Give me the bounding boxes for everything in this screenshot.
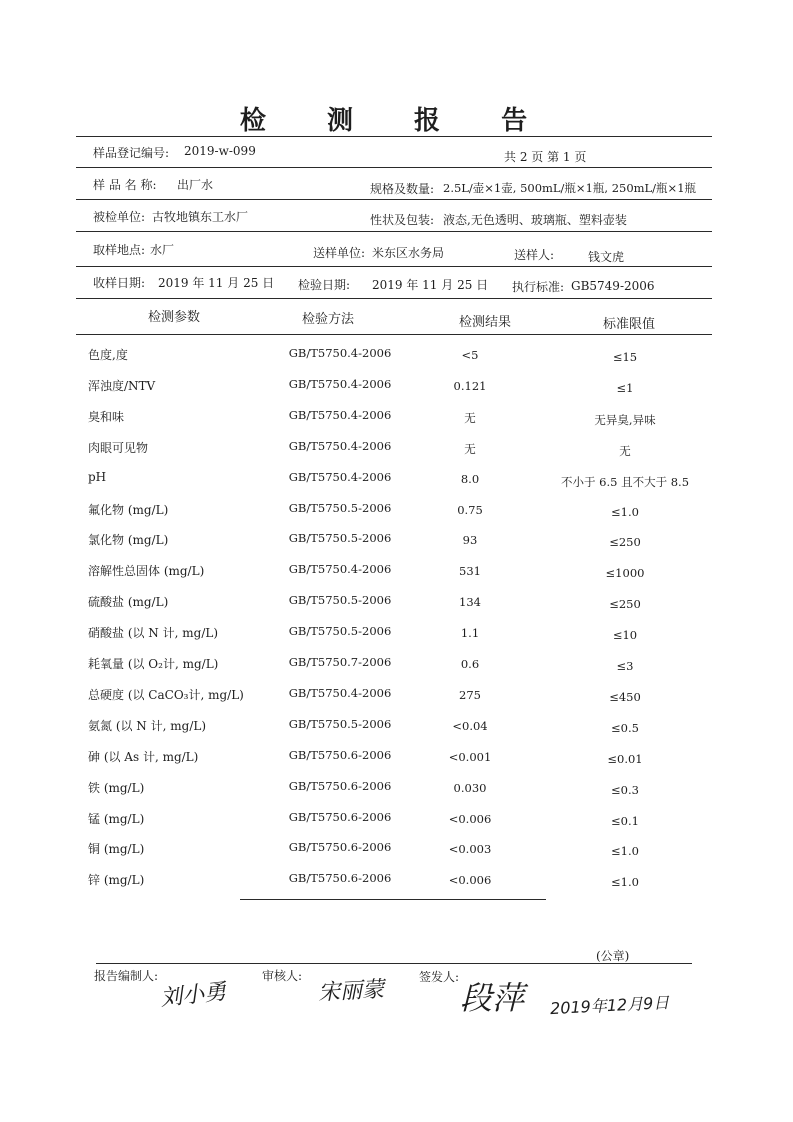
test-result: <0.04 xyxy=(452,718,488,733)
parameter-name: 溶解性总固体 (mg/L) xyxy=(88,564,205,579)
test-result: 0.75 xyxy=(457,502,483,517)
spec-label: 规格及数量: xyxy=(370,182,435,196)
sender-label: 送样人: xyxy=(514,248,555,262)
standard-limit: ≤250 xyxy=(609,535,641,550)
standard-limit: ≤0.01 xyxy=(607,751,643,766)
recv-date-label: 收样日期: xyxy=(93,276,146,290)
parameter-name: 氨氮 (以 N 计, mg/L) xyxy=(88,718,207,733)
test-method: GB/T5750.4-2006 xyxy=(288,407,392,422)
standard-limit: ≤450 xyxy=(609,689,641,704)
standard-limit: ≤1.0 xyxy=(611,875,639,890)
test-result: 0.121 xyxy=(453,378,487,393)
test-result: 无 xyxy=(464,410,476,425)
test-method: GB/T5750.5-2006 xyxy=(288,624,392,639)
page-count: 共 2 页 第 1 页 xyxy=(504,150,587,164)
parameter-name: 浑浊度/NTV xyxy=(88,378,156,393)
nature-value: 液态,无色透明、玻璃瓶、塑料壶装 xyxy=(443,213,627,227)
test-method: GB/T5750.6-2006 xyxy=(288,871,392,886)
test-method: GB/T5750.4-2006 xyxy=(288,376,392,391)
standard-limit: ≤0.5 xyxy=(611,720,639,735)
test-method: GB/T5750.6-2006 xyxy=(288,778,392,793)
test-result: 8.0 xyxy=(460,471,480,486)
issuer-signature: 段萍 xyxy=(460,979,525,1017)
author-label: 报告编制人: xyxy=(94,969,159,983)
standard-limit: ≤0.1 xyxy=(611,813,639,828)
standard-limit: ≤1.0 xyxy=(611,504,639,519)
unit-label: 被检单位: xyxy=(93,210,146,224)
location-value: 水厂 xyxy=(150,243,175,257)
parameter-name: 臭和味 xyxy=(88,409,125,424)
sample-name-label: 样 品 名 称: xyxy=(93,178,157,192)
sample-no: 2019-w-099 xyxy=(184,144,256,158)
location-label: 取样地点: xyxy=(93,243,146,257)
test-result: 1.1 xyxy=(460,626,480,641)
test-method: GB/T5750.5-2006 xyxy=(288,500,392,515)
test-result: <5 xyxy=(461,348,479,362)
test-method: GB/T5750.6-2006 xyxy=(288,840,392,855)
spec-value: 2.5L/壶×1壶, 500mL/瓶×1瓶, 250mL/瓶×1瓶 xyxy=(443,181,697,195)
sender-unit-value: 米东区水务局 xyxy=(372,246,445,260)
standard-limit: 无异臭,异味 xyxy=(594,412,656,427)
header-parameter: 检测参数 xyxy=(147,310,200,325)
standard-limit: 不小于 6.5 且不大于 8.5 xyxy=(560,474,690,489)
sender-unit-label: 送样单位: xyxy=(313,246,366,260)
standard-label: 执行标准: xyxy=(512,280,565,294)
test-result: 0.6 xyxy=(460,657,480,671)
divider xyxy=(76,199,712,200)
test-method: GB/T5750.4-2006 xyxy=(288,438,392,453)
header-limit: 标准限值 xyxy=(602,317,655,332)
parameter-name: 铜 (mg/L) xyxy=(88,842,145,857)
standard-limit: ≤3 xyxy=(616,659,634,673)
divider xyxy=(76,231,712,232)
unit-value: 古牧地镇东工水厂 xyxy=(152,210,249,224)
sample-no-label: 样品登记编号: xyxy=(93,146,170,160)
header-result: 检测结果 xyxy=(458,315,511,330)
test-method: GB/T5750.4-2006 xyxy=(288,685,392,700)
parameter-name: 硝酸盐 (以 N 计, mg/L) xyxy=(88,626,219,641)
parameter-name: 总硬度 (以 CaCO₃计, mg/L) xyxy=(88,687,244,702)
divider xyxy=(76,167,712,168)
recv-date-value: 2019 年 11 月 25 日 xyxy=(158,276,275,290)
parameter-name: 锌 (mg/L) xyxy=(88,873,145,888)
divider xyxy=(76,334,712,335)
seal-label: (公章) xyxy=(596,949,630,963)
test-method: GB/T5750.5-2006 xyxy=(288,716,392,731)
test-result: 无 xyxy=(464,441,476,456)
issuer-label: 签发人: xyxy=(419,970,460,984)
parameter-name: 硫酸盐 (mg/L) xyxy=(88,595,169,610)
parameter-name: 色度,度 xyxy=(88,348,128,362)
parameter-name: 铁 (mg/L) xyxy=(88,780,145,795)
reviewer-label: 审核人: xyxy=(262,969,303,983)
standard-value: GB5749-2006 xyxy=(571,279,655,293)
test-result: 134 xyxy=(459,595,481,610)
standard-limit: ≤15 xyxy=(612,350,638,364)
reviewer-signature: 宋丽蒙 xyxy=(317,977,385,1006)
sign-date: 2019年12月9日 xyxy=(549,992,670,1019)
standard-limit: ≤10 xyxy=(612,628,638,643)
standard-limit: 无 xyxy=(619,443,631,458)
parameter-name: pH xyxy=(88,469,107,484)
test-method: GB/T5750.6-2006 xyxy=(288,809,392,824)
standard-limit: ≤250 xyxy=(609,597,641,612)
parameter-name: 锰 (mg/L) xyxy=(88,811,145,826)
test-method: GB/T5750.7-2006 xyxy=(288,655,392,669)
parameter-name: 砷 (以 As 计, mg/L) xyxy=(88,749,199,764)
test-result: <0.006 xyxy=(448,873,492,888)
test-method: GB/T5750.5-2006 xyxy=(288,531,392,546)
sample-name: 出厂水 xyxy=(177,178,214,192)
parameter-name: 肉眼可见物 xyxy=(88,440,149,455)
parameter-name: 氟化物 (mg/L) xyxy=(88,502,169,517)
test-date-value: 2019 年 11 月 25 日 xyxy=(372,278,489,292)
divider xyxy=(76,266,712,267)
sender-value: 钱文虎 xyxy=(588,250,625,264)
test-result: 93 xyxy=(462,533,478,548)
parameter-name: 氯化物 (mg/L) xyxy=(88,533,169,548)
test-date-label: 检验日期: xyxy=(298,278,351,292)
header-method: 检验方法 xyxy=(301,312,354,327)
table-end-line xyxy=(240,899,546,900)
divider xyxy=(76,298,712,299)
standard-limit: ≤1000 xyxy=(605,566,645,581)
test-result: <0.006 xyxy=(448,811,492,826)
test-result: <0.001 xyxy=(448,749,492,764)
report-title: 检 测 报 告 xyxy=(239,106,554,136)
divider xyxy=(76,136,712,137)
test-result: 275 xyxy=(459,687,481,702)
test-method: GB/T5750.4-2006 xyxy=(288,469,392,484)
author-signature: 刘小勇 xyxy=(159,979,228,1012)
test-result: 0.030 xyxy=(453,780,487,795)
parameter-name: 耗氧量 (以 O₂计, mg/L) xyxy=(88,657,219,671)
test-method: GB/T5750.4-2006 xyxy=(288,346,392,360)
test-result: <0.003 xyxy=(448,842,492,857)
test-method: GB/T5750.6-2006 xyxy=(288,747,392,762)
divider xyxy=(96,963,692,964)
nature-label: 性状及包装: xyxy=(370,213,435,227)
standard-limit: ≤1.0 xyxy=(611,844,639,859)
test-method: GB/T5750.5-2006 xyxy=(288,593,392,608)
test-result: 531 xyxy=(459,564,481,579)
standard-limit: ≤0.3 xyxy=(611,782,639,797)
standard-limit: ≤1 xyxy=(616,380,634,395)
test-method: GB/T5750.4-2006 xyxy=(288,562,392,577)
